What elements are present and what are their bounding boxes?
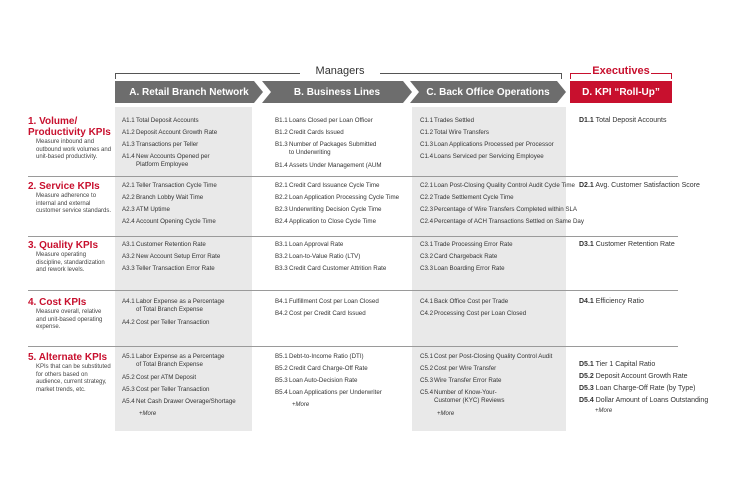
kpi-text: [434, 365, 554, 373]
executives-label: Executives: [592, 65, 650, 77]
row-description-line: Measure inbound and: [36, 139, 95, 145]
row-title: [28, 181, 116, 192]
row-title: [28, 297, 116, 308]
managers-label: Managers: [300, 65, 380, 77]
kpi-code: A1.1: [122, 117, 135, 124]
kpi-text-line: ATM Uptime: [136, 206, 170, 213]
kpi-text-line: Total Wire Transfers: [434, 129, 490, 136]
row-description-line: internal and external: [36, 200, 91, 207]
kpi-text: [289, 253, 409, 261]
kpi-text: [136, 218, 256, 226]
kpi-code: B2.4: [275, 218, 288, 225]
kpi-text: [289, 241, 409, 249]
rollup-kpi-code: D2.1: [579, 182, 594, 189]
kpi-text: [434, 129, 554, 137]
kpi-text: [289, 377, 409, 385]
kpi-text-line: Processing Cost per Loan Closed: [434, 310, 527, 317]
column-b-header-label: B. Business Lines: [293, 86, 381, 98]
kpi-text: [434, 310, 554, 318]
column-a-header: [115, 81, 263, 103]
row-divider: [28, 236, 678, 237]
kpi-text: [136, 182, 256, 190]
row-description: [36, 139, 116, 162]
row-title: [28, 240, 116, 251]
rollup-kpi-text: Deposit Account Growth Rate: [595, 373, 688, 380]
row-description: [36, 309, 116, 332]
rollup-kpi-item: [579, 241, 675, 249]
kpi-text-line: Debt-to-Income Ratio (DTI): [289, 353, 364, 360]
kpi-code: A5.1: [122, 353, 135, 360]
row-description: [36, 252, 116, 275]
kpi-code: A5.3: [122, 386, 135, 393]
row-description-line: audience, current strategy,: [36, 379, 107, 385]
kpi-code: A2.1: [122, 182, 135, 189]
kpi-text-line: Loan Boarding Error Rate: [434, 265, 505, 272]
kpi-code: B5.3: [275, 377, 288, 384]
more-link[interactable]: +More: [437, 411, 455, 417]
kpi-code: B3.1: [275, 241, 288, 248]
rollup-kpi-code: D1.1: [579, 117, 594, 124]
rollup-kpi-item: [579, 361, 655, 369]
kpi-text-line: Trades Settled: [434, 117, 475, 124]
row-description-line: discipline, standardization: [36, 259, 105, 266]
row-description-line: customer service standards.: [36, 208, 112, 214]
kpi-code: C2.2: [420, 194, 434, 201]
kpi-text: [434, 298, 554, 306]
kpi-text-line: Loan Auto-Decision Rate: [289, 377, 358, 384]
kpi-text-line: Branch Lobby Wait Time: [136, 194, 204, 201]
rollup-kpi-code: D5.1: [579, 361, 594, 368]
kpi-code: A1.4: [122, 153, 135, 160]
kpi-code: B2.2: [275, 194, 288, 201]
executives-bracket-right-tick: [671, 73, 672, 79]
row-description-line: Measure operating: [36, 252, 87, 258]
kpi-text-line: Customer (KYC) Reviews: [434, 396, 505, 404]
row-divider: [28, 290, 678, 291]
kpi-text-line: Cost per Teller Transaction: [136, 319, 210, 326]
kpi-code: C4.2: [420, 310, 434, 317]
kpi-text-line: Cost per Credit Card Issued: [289, 310, 366, 317]
row-description-line: KPIs that can be substituted: [36, 364, 111, 370]
kpi-text-line: Percentage of Wire Transfers Completed within SLA: [434, 206, 578, 213]
kpi-text-line: Back Office Cost per Trade: [434, 298, 509, 305]
kpi-code: B1.4: [275, 162, 288, 169]
kpi-text: [136, 353, 256, 368]
more-link[interactable]: +More: [595, 408, 613, 414]
rollup-kpi-text: Total Deposit Accounts: [595, 117, 667, 124]
kpi-text-line: Labor Expense as a Percentage: [136, 298, 225, 305]
kpi-text-line: Credit Cards Issued: [289, 129, 344, 136]
kpi-text-line: Net Cash Drawer Overage/Shortage: [136, 398, 236, 405]
kpi-text-line: of Total Branch Expense: [136, 305, 203, 313]
kpi-text: [136, 398, 256, 406]
kpi-text: [289, 182, 409, 190]
kpi-text: [136, 117, 256, 125]
kpi-text-line: Cost per Teller Transaction: [136, 386, 210, 393]
rollup-kpi-item: [579, 397, 708, 405]
rollup-kpi-item: [579, 182, 700, 190]
kpi-text: [289, 141, 409, 156]
rollup-kpi-item: [579, 373, 688, 381]
kpi-code: B4.2: [275, 310, 288, 317]
kpi-text: [434, 117, 554, 125]
kpi-text: [289, 117, 409, 125]
kpi-text: [434, 353, 554, 361]
row-title-line: 3. Quality KPIs: [28, 240, 99, 251]
column-c-header: [410, 81, 566, 103]
row-description-line: unit-based productivity.: [36, 154, 98, 160]
executives-bracket-left-tick: [570, 73, 571, 79]
kpi-code: B5.1: [275, 353, 288, 360]
kpi-code: B1.3: [275, 141, 288, 148]
column-d-header-label: D. KPI “Roll-Up”: [582, 86, 660, 98]
kpi-text: [136, 253, 256, 261]
kpi-text: [136, 241, 256, 249]
kpi-text: [434, 141, 554, 149]
kpi-code: A2.3: [122, 206, 135, 213]
rollup-kpi-text: Dollar Amount of Loans Outstanding: [595, 397, 709, 404]
kpi-code: A3.3: [122, 265, 135, 272]
kpi-text-line: Cost per Post-Closing Quality Control Audit: [434, 353, 553, 360]
kpi-code: A3.1: [122, 241, 135, 248]
kpi-text: [136, 298, 256, 313]
kpi-text: [289, 389, 409, 397]
kpi-code: A2.4: [122, 218, 135, 225]
kpi-text-line: Cost per ATM Deposit: [136, 374, 197, 381]
kpi-code: C2.4: [420, 218, 434, 225]
row-description-line: for others based on: [36, 371, 88, 378]
more-link[interactable]: +More: [292, 402, 310, 408]
kpi-text: [136, 141, 256, 149]
kpi-code: C1.3: [420, 141, 434, 148]
kpi-text-line: Transactions per Teller: [136, 141, 199, 148]
kpi-code: C3.2: [420, 253, 434, 260]
kpi-code: C3.3: [420, 265, 434, 272]
kpi-text: [434, 194, 554, 202]
kpi-text-line: Loan-to-Value Ratio (LTV): [289, 253, 361, 260]
kpi-code: B1.2: [275, 129, 288, 136]
kpi-text-line: Credit Card Issuance Cycle Time: [289, 182, 380, 189]
kpi-text-line: Deposit Account Growth Rate: [136, 129, 218, 136]
kpi-text: [289, 365, 409, 373]
row-description-line: market trends, etc.: [36, 386, 86, 393]
kpi-text: [136, 194, 256, 202]
kpi-code: C1.1: [420, 117, 434, 124]
kpi-text-line: New Account Setup Error Rate: [136, 253, 221, 260]
kpi-text-line: Account Opening Cycle Time: [136, 218, 216, 225]
row-divider: [28, 346, 678, 347]
kpi-text-line: Loans Serviced per Servicing Employee: [434, 153, 544, 160]
kpi-text: [434, 389, 554, 404]
kpi-code: B5.4: [275, 389, 288, 396]
column-b-header: [262, 81, 412, 103]
rollup-kpi-code: D3.1: [579, 241, 594, 248]
kpi-code: A5.4: [122, 398, 135, 405]
row-title-line: 4. Cost KPIs: [28, 297, 87, 308]
kpi-code: C2.3: [420, 206, 434, 213]
row-title-line: 5. Alternate KPIs: [28, 352, 108, 363]
row-title: [28, 116, 116, 138]
row-title: [28, 352, 116, 363]
kpi-text-line: Loans Closed per Loan Officer: [289, 117, 373, 124]
kpi-code: A5.2: [122, 374, 135, 381]
rollup-kpi-text: Loan Charge-Off Rate (by Type): [595, 385, 696, 392]
kpi-text-line: Credit Card Charge-Off Rate: [289, 365, 368, 372]
kpi-text-line: Customer Retention Rate: [136, 241, 206, 248]
kpi-text: [289, 310, 409, 318]
rollup-kpi-code: D5.4: [579, 397, 594, 404]
kpi-text-line: Wire Transfer Error Rate: [434, 377, 502, 384]
kpi-text: [434, 153, 554, 161]
kpi-code: C3.1: [420, 241, 434, 248]
kpi-code: C5.4: [420, 389, 434, 396]
kpi-text: [434, 265, 554, 273]
kpi-code: A2.2: [122, 194, 135, 201]
kpi-text-line: Loan Approval Rate: [289, 241, 344, 248]
rollup-kpi-text: Tier 1 Capital Ratio: [595, 361, 656, 368]
row-description-line: expense.: [36, 324, 61, 330]
row-description-line: Measure overall, relative: [36, 309, 102, 315]
kpi-text-line: Loan Post-Closing Quality Control Audit Cycle Time: [434, 182, 575, 189]
kpi-text: [136, 374, 256, 382]
kpi-code: A4.1: [122, 298, 135, 305]
kpi-text-line: New Accounts Opened per: [136, 153, 210, 160]
row-description-line: outbound work volumes and: [36, 146, 112, 153]
column-c-header-label: C. Back Office Operations: [426, 86, 550, 98]
kpi-text-line: to Underwriting: [289, 148, 331, 156]
kpi-text-line: Teller Transaction Error Rate: [136, 265, 215, 272]
kpi-code: C4.1: [420, 298, 434, 305]
column-d-header: [570, 81, 672, 103]
kpi-text: [434, 182, 575, 190]
rollup-kpi-code: D5.2: [579, 373, 594, 380]
kpi-code: C1.2: [420, 129, 434, 136]
kpi-code: C1.4: [420, 153, 434, 160]
kpi-code: A3.2: [122, 253, 135, 260]
kpi-text: [289, 129, 409, 137]
managers-bracket-left-tick: [115, 73, 116, 79]
kpi-text: [289, 194, 409, 202]
more-link[interactable]: +More: [139, 411, 157, 417]
kpi-text: [136, 206, 256, 214]
kpi-code: B2.3: [275, 206, 288, 213]
kpi-text-line: Total Deposit Accounts: [136, 117, 199, 124]
kpi-text: [434, 241, 554, 249]
kpi-code: A4.2: [122, 319, 135, 326]
kpi-text: [136, 129, 256, 137]
kpi-text-line: Number of Packages Submitted: [289, 141, 377, 148]
kpi-text: [289, 265, 409, 273]
rollup-kpi-code: D5.3: [579, 385, 594, 392]
row-divider: [28, 176, 678, 177]
rollup-kpi-code: D4.1: [579, 298, 594, 305]
kpi-code: B3.2: [275, 253, 288, 260]
kpi-text: [434, 218, 584, 226]
kpi-code: A1.2: [122, 129, 135, 136]
kpi-text-line: Card Chargeback Rate: [434, 253, 498, 260]
row-description: [36, 193, 116, 216]
kpi-text-line: Loan Applications per Underwriter: [289, 389, 382, 396]
kpi-code: B3.3: [275, 265, 288, 272]
kpi-code: C5.1: [420, 353, 434, 360]
row-description-line: and unit-based operating: [36, 316, 103, 323]
managers-bracket-right-tick: [561, 73, 562, 79]
rollup-kpi-text: Avg. Customer Satisfaction Score: [595, 182, 700, 189]
kpi-text: [289, 162, 409, 170]
rollup-kpi-item: [579, 117, 666, 125]
rollup-kpi-text: Customer Retention Rate: [595, 241, 675, 248]
rollup-kpi-text: Efficiency Ratio: [595, 298, 644, 305]
kpi-text: [289, 206, 409, 214]
kpi-code: C5.2: [420, 365, 434, 372]
kpi-text: [136, 386, 256, 394]
kpi-text-line: Application to Close Cycle Time: [289, 218, 377, 225]
kpi-text: [289, 298, 409, 306]
kpi-text: [136, 319, 256, 327]
kpi-code: B4.1: [275, 298, 288, 305]
kpi-text: [136, 265, 256, 273]
kpi-text-line: Number of Know-Your-: [434, 389, 497, 396]
kpi-text: [434, 206, 578, 214]
row-title-line: 1. Volume/: [28, 116, 78, 127]
row-title-line: 2. Service KPIs: [28, 181, 100, 192]
row-description-line: and rework levels.: [36, 267, 85, 273]
row-description-line: Measure adherence to: [36, 193, 97, 199]
row-description: [36, 364, 116, 394]
kpi-text-line: Platform Employee: [136, 160, 189, 168]
kpi-text-line: Trade Settlement Cycle Time: [434, 194, 514, 201]
kpi-text-line: Percentage of ACH Transactions Settled on Same Day: [434, 218, 584, 225]
kpi-text-line: Assets Under Management (AUM: [289, 162, 382, 169]
kpi-text: [289, 353, 409, 361]
row-title-line: Productivity KPIs: [28, 127, 111, 138]
rollup-kpi-item: [579, 385, 696, 393]
column-a-header-label: A. Retail Branch Network: [129, 86, 249, 98]
kpi-text-line: Loan Application Processing Cycle Time: [289, 194, 400, 201]
kpi-text-line: Cost per Wire Transfer: [434, 365, 497, 372]
kpi-text: [289, 218, 409, 226]
kpi-text-line: of Total Branch Expense: [136, 360, 203, 368]
kpi-text-line: Trade Processing Error Rate: [434, 241, 513, 248]
kpi-code: B5.2: [275, 365, 288, 372]
kpi-text-line: Teller Transaction Cycle Time: [136, 182, 217, 189]
kpi-text-line: Fulfillment Cost per Loan Closed: [289, 298, 379, 305]
kpi-code: A1.3: [122, 141, 135, 148]
kpi-text: [434, 253, 554, 261]
kpi-code: B1.1: [275, 117, 288, 124]
kpi-code: B2.1: [275, 182, 288, 189]
kpi-text-line: Underwriting Decision Cycle Time: [289, 206, 382, 213]
kpi-text-line: Labor Expense as a Percentage: [136, 353, 225, 360]
kpi-text-line: Loan Applications Processed per Processor: [434, 141, 554, 148]
kpi-code: C5.3: [420, 377, 434, 384]
kpi-text: [136, 153, 256, 168]
kpi-code: C2.1: [420, 182, 434, 189]
kpi-text: [434, 377, 554, 385]
rollup-kpi-item: [579, 298, 644, 306]
kpi-text-line: Credit Card Customer Attrition Rate: [289, 265, 387, 272]
